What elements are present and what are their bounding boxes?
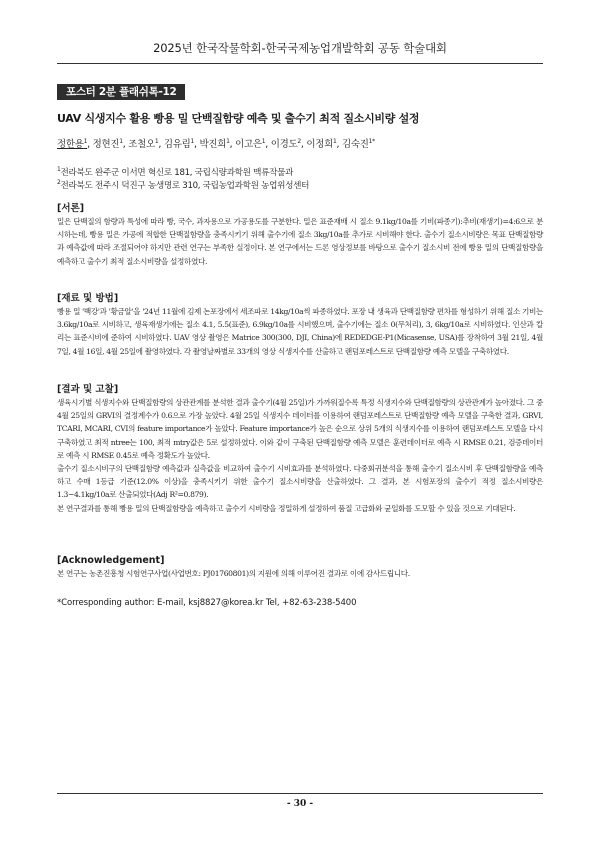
affiliation-1: $^1$전라북도 완주군 이서면 혁신로 181, 국립식량과학원 맥류작물과: [57, 166, 294, 178]
author-name: 정한용$^1$: [57, 137, 88, 150]
section-paragraph: 밀은 단백질의 함량과 특성에 따라 빵, 국수, 과자용으로 가공용도를 구분한다. 밀은 표준재배 시 질소 9.1kg/10a를 기비(파종기):추비(재생기)=4:6으로 분시하는데, 빵용 밀은 가공에 적합한 단백질함량을 충족시키기 위해 출수기에 질소 3kg/10a를 추가로 시비해야 한다. 출수기 질소시비량은 목표 단백질함량과 예측값에 따라 조절되어야 하지만 관련 연구는 부족한 실정이다. 본 연구에서는 드론 영상정보를 바탕으로 출수기 질소시비 전에 빵용 밀의 단백질함량을 예측하고 출수기 최적 질소시비량을 설정하였다.: [57, 217, 543, 266]
author-name: 김유림$^1$: [163, 137, 195, 150]
section-paragraph: 빵용 밀 '백강'과 '황금알'을 '24년 11월에 김제 논포장에서 세조파로 14kg/10a씩 파종하였다. 포장 내 생육과 단백질함량 편차를 형성하기 위해 질소 기비는 3.6kg/10a로 시비하고, 생육재생기에는 질소 4.1, 5.5(표준), 6.9kg/10a를 시비했으며, 출수기에는 질소 0(무처리), 3, 6kg/10a로 시비하였다. 인산과 칼리는 표준시비에 준하여 시비하였다. UAV 영상 촬영은 Matrice 300(300, DJI, China)에 REDEDGE-P1(Micasense, USA)를 장착하여 3월 21일, 4월 7일, 4월 16일, 4월 25일에 촬영하였다. 각 촬영날짜별로 33개의 영상 식생지수를 산출하고 랜덤포레스트로 단백질함량 예측 모델을 구축하였다.: [57, 307, 543, 356]
author-name: 이고은$^1$: [235, 137, 266, 150]
footer-divider: [57, 793, 543, 794]
author-name: 김숙진$^{1*}$: [342, 137, 375, 150]
author-name: 박진희$^1$: [199, 137, 230, 150]
author-name: 조철오$^1$: [128, 137, 159, 150]
corresponding-author: *Corresponding author: E-mail, ksj8827@korea.kr Tel, +82-63-238-5400: [57, 598, 357, 608]
section-introduction: [57, 202, 543, 268]
section-paragraph: 본 연구결과를 통해 빵용 밀의 단백질함량을 예측하고 출수기 시비량을 정밀하게 설정하여 품질 고급화와 균일화를 도모할 수 있을 것으로 기대된다.: [57, 503, 516, 513]
conference-header: 2025년 한국작물학회-한국국제농업개발학회 공동 학술대회: [153, 41, 447, 55]
section-heading: [결과 및 고찰]: [57, 384, 119, 395]
section-heading: [Acknowledgement]: [57, 555, 165, 566]
author-list: 정한용$^1$, 정현진$^1$, 조철오$^1$, 김유림$^1$, 박진희$^1$, 이고은$^1$, 이경도$^2$, 이정희$^1$, 김숙진$^{1*}$: [57, 137, 375, 150]
header-divider: [57, 63, 543, 64]
section-paragraph: 생육시기별 식생지수와 단백질함량의 상관관계를 분석한 결과 출수기(4월 25일)가 가까워질수록 특정 식생지수와 단백질함량의 상관관계가 높아졌다. 그 중 4월 25일의 GRVI의 결정계수가 0.6으로 가장 높았다. 4월 25일 식생지수 데이터를 이용하여 랜덤포레스트로 단백질함량 예측 모델을 구축한 결과, GRVI, TCARI, MCARI, CVI의 feature importance가 높았다. Feature importance가 높은 순으로 상위 5개의 식생지수를 이용하여 랜덤포레스트 모델을 다시 구축하였고 최적 ntree는 100, 최적 mtry값은 5로 설정하였다. 이와 같이 구축된 단백질함량 예측 모델은 훈련데이터로 예측 시 RMSE 0.21, 검증데이터로 예측 시 RMSE 0.45로 예측 정확도가 높았다.: [57, 398, 543, 460]
section-heading: [재료 및 방법]: [57, 293, 119, 304]
section-acknowledgement: [57, 554, 543, 580]
session-badge: 포스터 2분 플래쉬톡-12: [57, 84, 185, 100]
section-heading: [서론]: [57, 203, 85, 214]
section-paragraph: 출수기 질소시비구의 단백질함량 예측값과 실측값을 비교하여 출수기 시비효과를 분석하였다. 다중회귀분석을 통해 출수기 질소시비 후 단백질함량을 예측하고 수매 1등급 기준(12.0% 이상)을 충족시키기 위한 출수기 질소시비량을 산출하였다. 그 결과, 본 시험포장의 출수기 적정 질소시비량은 1.3~4.1kg/10a로 산출되었다(Adj R²=0.879).: [57, 464, 543, 500]
affiliation-2: $^2$전라북도 전주시 덕진구 농생명로 310, 국립농업과학원 농업위성센터: [57, 179, 310, 191]
author-name: 이경도$^2$: [270, 137, 301, 150]
section-methods: [57, 292, 543, 358]
author-name: 정현진$^1$: [92, 137, 123, 150]
paper-title: UAV 식생지수 활용 빵용 밀 단백질함량 예측 및 출수기 최적 질소시비량 설정: [57, 112, 420, 125]
section-results: [57, 383, 543, 515]
page-number: - 30 -: [286, 799, 314, 809]
author-name: 이정희$^1$: [306, 137, 337, 150]
section-paragraph: 본 연구는 농촌진흥청 시험연구사업(사업번호: PJ01760801)의 지원에 의해 이루어진 결과로 이에 감사드립니다.: [57, 569, 410, 578]
